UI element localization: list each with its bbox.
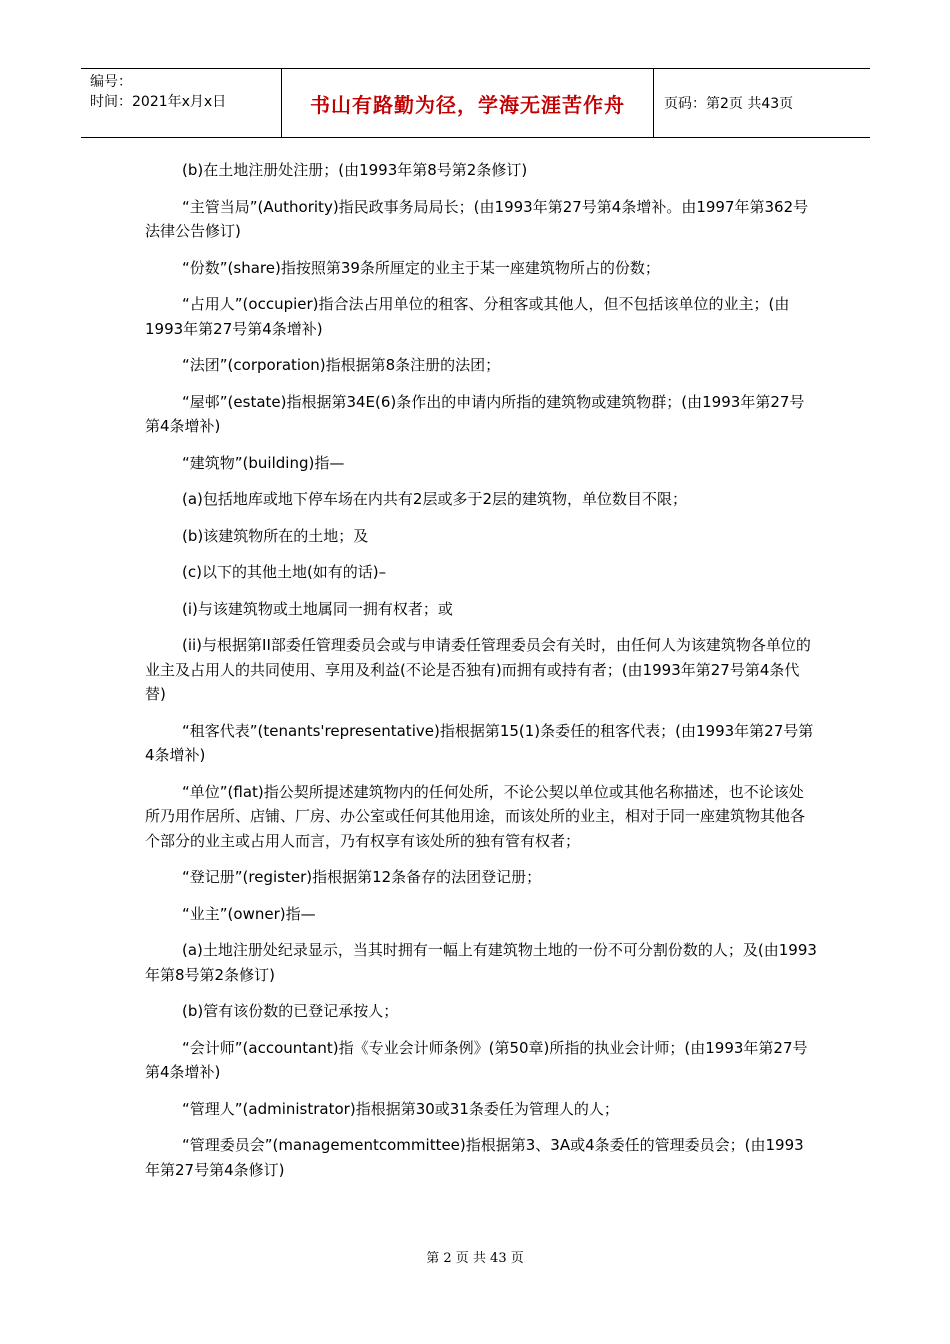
page-footer	[0, 1247, 950, 1266]
paragraph: “屋邨”(estate)指根据第34E(6)条作出的申请内所指的建筑物或建筑物群；(由1993年第27号第4条增补)	[145, 392, 805, 435]
footer-page-number: 第 2 页 共 43 页	[426, 1251, 524, 1266]
paragraph: “单位”(flat)指公契所提述建筑物内的任何处所，不论公契以单位或其他名称描述，也不论该处所乃用作居所、店铺、厂房、办公室或任何其他用途，而该处所的业主，相对于同一座建筑物其他各个部分的业主或占用人而言，乃有权享有该处所的独有管有权者；	[145, 782, 806, 850]
document-header	[81, 68, 870, 138]
motto-text: 书山有路勤为径，学海无涯苦作舟	[310, 92, 625, 117]
header-page-info	[654, 69, 870, 137]
number-label: 编号：	[90, 74, 132, 90]
paragraph: (c)以下的其他土地(如有的话)–	[182, 563, 387, 581]
paragraph: “会计师”(accountant)指《专业会计师条例》(第50章)所指的执业会计师；(由1993年第27号第4条增补)	[145, 1038, 808, 1081]
paragraph: “业主”(owner)指—	[182, 904, 316, 923]
paragraph: (b)管有该份数的已登记承按人；	[182, 1002, 399, 1020]
paragraph: “租客代表”(tenants'representative)指根据第15(1)条委任的租客代表；(由1993年第27号第4条增补)	[145, 721, 814, 764]
paragraph: (i)与该建筑物或土地属同一拥有权者；或	[182, 599, 453, 618]
header-motto-cell	[282, 69, 654, 137]
paragraph: “占用人”(occupier)指合法占用单位的租客、分租客或其他人，但不包括该单位的业主；(由1993年第27号第4条增补)	[145, 295, 790, 338]
page-info-text: 页码：第2页 共43页	[664, 96, 794, 112]
paragraph: “登记册”(register)指根据第12条备存的法团登记册；	[182, 868, 542, 886]
paragraph: (a)土地注册处纪录显示，当其时拥有一幅上有建筑物土地的一份不可分割份数的人；及(由1993年第8号第2条修订)	[145, 941, 817, 984]
paragraph: “管理人”(administrator)指根据第30或31条委任为管理人的人；	[182, 1099, 619, 1118]
paragraph: “法团”(corporation)指根据第8条注册的法团；	[182, 356, 501, 374]
paragraph: “主管当局”(Authority)指民政事务局局长；(由1993年第27号第4条增补。由1997年第362号法律公告修订)	[145, 197, 809, 240]
paragraph: (b)在土地注册处注册；(由1993年第8号第2条修订)	[182, 161, 528, 179]
paragraph: “管理委员会”(managementcommittee)指根据第3、3A或4条委任的管理委员会；(由1993年第27号第4条修订)	[145, 1136, 804, 1179]
date-label: 时间：2021年x月x日	[90, 94, 227, 110]
paragraph: (a)包括地库或地下停车场在内共有2层或多于2层的建筑物，单位数目不限；	[182, 490, 687, 508]
paragraph: “建筑物”(building)指—	[182, 453, 345, 472]
header-meta	[81, 69, 282, 137]
paragraph: “份数”(share)指按照第39条所厘定的业主于某一座建筑物所占的份数；	[182, 258, 660, 277]
document-body	[145, 158, 817, 1194]
paragraph: (b)该建筑物所在的土地；及	[182, 526, 369, 545]
paragraph: (ii)与根据第II部委任管理委员会或与申请委任管理委员会有关时，由任何人为该建筑物各单位的业主及占用人的共同使用、享用及利益(不论是否独有)而拥有或持有者；(由1993年第27号第4条代替)	[145, 636, 811, 703]
